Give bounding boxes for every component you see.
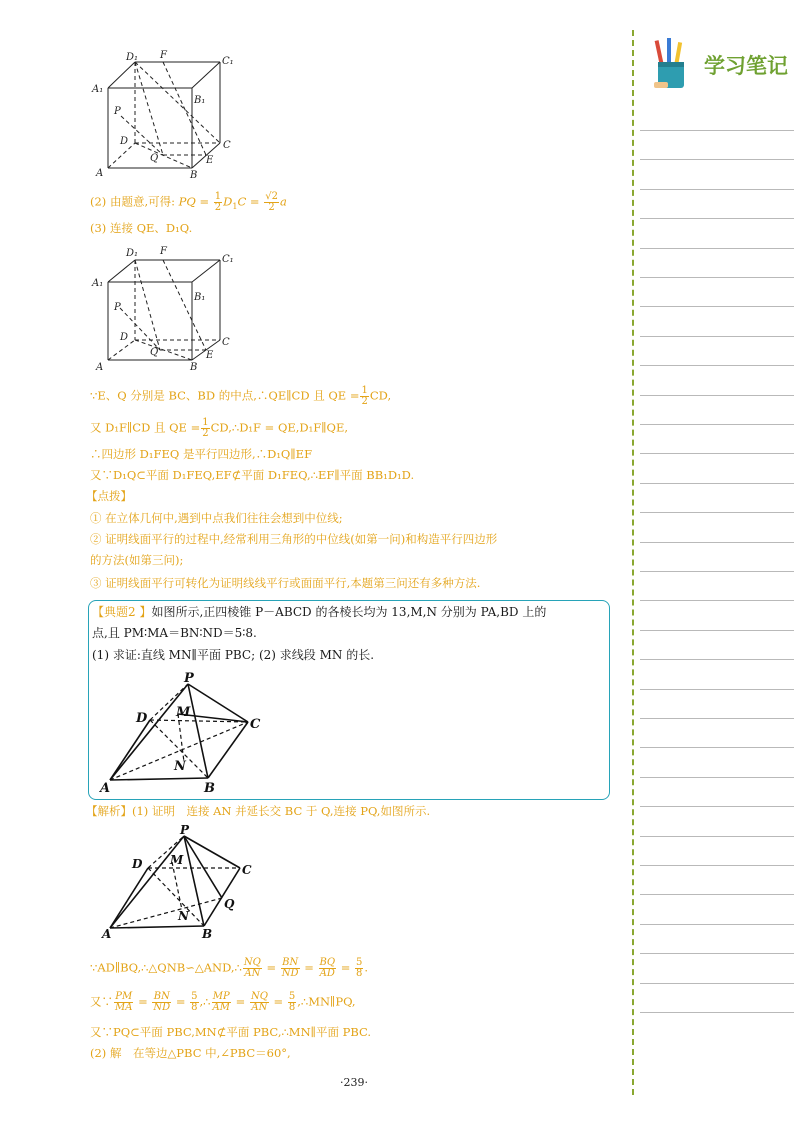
note-line (640, 542, 794, 543)
note-line (640, 189, 794, 190)
label-A: A (96, 362, 104, 373)
label-P: P (114, 302, 121, 313)
label-A: A (100, 781, 111, 795)
note-line (640, 953, 794, 954)
cube-figure-2 (90, 242, 240, 377)
note-line (640, 571, 794, 572)
note-line (640, 983, 794, 984)
solution-line-4: 又∵PQ⊂平面 PBC,MN⊄平面 PBC,∴MN∥平面 PBC. (90, 1025, 372, 1039)
note-line (640, 1012, 794, 1013)
label-A: A (102, 927, 112, 941)
note-line (640, 630, 794, 631)
label-Q: Q (150, 153, 159, 164)
note-line (640, 512, 794, 513)
proof-line-1: ∵E、Q 分别是 BC、BD 的中点,∴QE∥CD 且 QE = $\frac{1}{2}$ CD, (90, 385, 392, 407)
cube-figure-1 (90, 48, 240, 183)
label-D: D (120, 332, 129, 343)
example-line-1: 【典题2 】如图所示,正四棱锥 P－ABCD 的各棱长均为 13,M,N 分别为 PA,BD 上的 (92, 605, 547, 619)
tip-item-3: ③ 证明线面平行可转化为证明线线平行或面面平行,本题第三问还有多种方法. (90, 576, 481, 590)
solution-line-5: (2) 解 在等边△PBC 中,∠PBC＝60°, (90, 1046, 291, 1060)
example-tag: 【典题2 】 (92, 605, 152, 619)
note-line (640, 894, 794, 895)
label-N: N (174, 759, 186, 774)
label-E: E (206, 155, 214, 166)
note-line (640, 836, 794, 837)
note-line (640, 395, 794, 396)
solution-line-2: ∵AD∥BQ,∴△QNB∽△AND,∴ $\frac{NQ}{AN}$ = $\frac{BN}{ND}$ = $\frac{BQ}{AD}$ = $\frac{5}{8}$ . (90, 957, 369, 979)
tip-item-2-cont: 的方法(如第三问); (90, 553, 184, 567)
label-D: D (132, 857, 143, 871)
label-B1: B₁ (194, 292, 206, 303)
label-F: F (160, 246, 167, 257)
label-M: M (176, 705, 191, 720)
label-D1: D₁ (126, 52, 139, 63)
note-line (640, 865, 794, 866)
note-line (640, 600, 794, 601)
label-P: P (114, 106, 121, 117)
note-line (640, 218, 794, 219)
tip-item-2: ② 证明线面平行的过程中,经常利用三角形的中位线(如第一问)和构造平行四边形 (90, 532, 498, 546)
note-line (640, 277, 794, 278)
label-D: D (136, 711, 148, 726)
note-line (640, 336, 794, 337)
note-line (640, 159, 794, 160)
note-line (640, 365, 794, 366)
proof-line-3: ∴四边形 D₁FEQ 是平行四边形,∴D₁Q∥EF (90, 447, 313, 461)
note-line (640, 718, 794, 719)
label-C: C (250, 717, 261, 732)
part2-line: (2) 由题意,可得: PQ = $\frac{1}{2}$ $D_1C$ = $\frac{√2}{2}$ a (90, 191, 287, 213)
label-A: A (96, 168, 104, 179)
label-A1: A₁ (92, 84, 104, 95)
proof-line-4: 又∵D₁Q⊂平面 D₁FEQ,EF⊄平面 D₁FEQ,∴EF∥平面 BB₁D₁D. (90, 468, 415, 482)
note-line (640, 747, 794, 748)
note-line (640, 453, 794, 454)
label-Q: Q (150, 347, 159, 358)
label-F: F (160, 50, 167, 61)
pyramid-figure-2 (98, 824, 268, 944)
pencil-cup-icon (652, 36, 694, 92)
part3-line: (3) 连接 QE、D₁Q. (90, 221, 193, 235)
note-line (640, 924, 794, 925)
label-E: E (206, 350, 214, 361)
example-line-3: (1) 求证:直线 MN∥平面 PBC; (2) 求线段 MN 的长. (92, 648, 375, 662)
label-C: C (242, 863, 252, 877)
note-line (640, 424, 794, 425)
page-number: ·239· (340, 1076, 368, 1089)
label-D1: D₁ (126, 248, 139, 259)
label-C1: C₁ (222, 254, 234, 265)
tips-heading: 【点拨】 (86, 489, 132, 503)
solution-tag: 【解析】 (86, 804, 132, 818)
notes-divider (632, 30, 634, 1095)
label-P: P (184, 671, 194, 686)
label-M: M (170, 853, 184, 867)
tip-item-1: ① 在立体几何中,遇到中点我们往往会想到中位线; (90, 511, 343, 525)
proof-line-2: 又 D₁F∥CD 且 QE = $\frac{1}{2}$ CD,∴D₁F = QE,D₁F∥QE, (90, 417, 349, 439)
label-B: B (190, 170, 198, 181)
label-C: C (222, 337, 230, 348)
label-B: B (190, 362, 198, 373)
note-line (640, 777, 794, 778)
label-B1: B₁ (194, 95, 206, 106)
solution-line-1: 【解析】(1) 证明 连接 AN 并延长交 BC 于 Q,连接 PQ,如图所示. (86, 804, 431, 818)
note-line (640, 483, 794, 484)
note-line (640, 806, 794, 807)
solution-line-3: 又∵ $\frac{PM}{MA}$ = $\frac{BN}{ND}$ = $\frac{5}{8}$ ,∴ $\frac{MP}{AM}$ = $\frac{NQ}{AN}$ = $\frac{5}{8}$ ,∴MN∥PQ, (90, 991, 356, 1013)
label-D: D (120, 136, 129, 147)
pyramid-figure-1 (98, 670, 278, 795)
note-line (640, 689, 794, 690)
label-N: N (178, 909, 189, 923)
label-B: B (202, 927, 213, 941)
notes-title: 学习笔记 (704, 54, 788, 78)
label-B: B (204, 781, 215, 795)
label-C: C (223, 140, 231, 151)
label-C1: C₁ (222, 56, 234, 67)
label-P: P (180, 824, 190, 837)
note-line (640, 659, 794, 660)
notes-header (652, 36, 794, 96)
label-Q: Q (224, 897, 235, 911)
example-line-2: 点,且 PM∶MA＝BN∶ND＝5∶8. (92, 626, 257, 640)
note-line (640, 248, 794, 249)
note-line (640, 306, 794, 307)
note-line (640, 130, 794, 131)
label-A1: A₁ (92, 278, 104, 289)
